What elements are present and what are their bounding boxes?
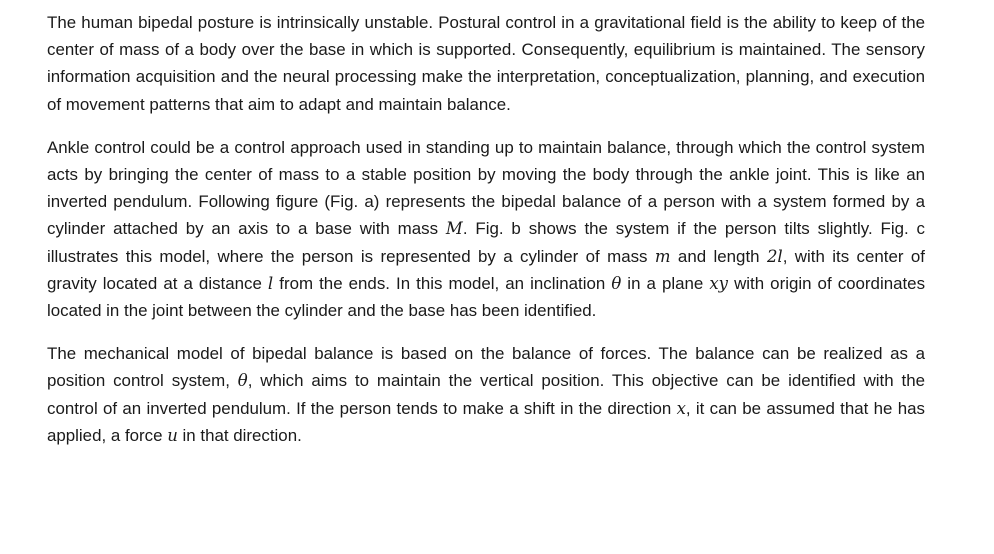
paragraph-text: Ankle control could be a control approach used in standing up to maintain balance, through which the control system acts by bringing the center of mass to a stable position by moving the body through the ankle joint. This is like an inverted pendulum. Following figure (Fig. a) represents the bipedal balance of a person with a system formed by a cylinder attached by an axis to a base with mass — [47, 137, 925, 239]
paragraph-text: and length — [670, 246, 767, 266]
math-symbol-M: M — [445, 219, 463, 239]
paragraph-mechanical-model — [47, 340, 925, 449]
math-symbol-m: m — [654, 246, 671, 266]
math-symbol-xy: xy — [709, 273, 729, 293]
paragraph-text: with origin of coordinates located in the joint between the cylinder and the base has been identified. — [47, 273, 926, 321]
paragraph-text: in a plane — [621, 273, 710, 293]
paragraph-text: The mechanical model of bipedal balance is based on the balance of forces. The balance can be realized as a position control system, — [47, 344, 925, 391]
paragraph-text: , which aims to maintain the vertical position. This objective can be identified with the control of an inverted pendulum. If the person tends to make a shift in the direction — [47, 371, 925, 418]
document-body — [47, 9, 925, 465]
paragraph-text: , it can be assumed that he has applied, a force — [47, 398, 925, 445]
paragraph-text: in that direction. — [177, 425, 302, 445]
paragraph-text: , with its center of gravity located at a distance — [47, 246, 925, 293]
math-symbol-theta: θ — [611, 273, 622, 293]
paragraph-ankle-control — [47, 134, 925, 324]
math-symbol-u: u — [167, 425, 178, 445]
math-symbol-l: l — [267, 273, 274, 293]
paragraph-postural-control — [47, 9, 925, 118]
paragraph-text: The human bipedal posture is intrinsically unstable. Postural control in a gravitational field is the ability to keep of the center of mass of a body over the base in which is supported. Consequently, equilibrium is maintained. The sensory information acquisition and the neural processing make the interpretation, conceptualization, planning, and execution of movement patterns that aim to adapt and maintain balance. — [47, 13, 925, 114]
math-symbol-x: x — [676, 398, 686, 418]
math-symbol-theta: θ — [237, 371, 248, 391]
paragraph-text: from the ends. In this model, an inclination — [273, 273, 612, 293]
math-symbol-2l: 2l — [766, 246, 783, 266]
paragraph-text: . Fig. b shows the system if the person tilts slightly. Fig. c illustrates this model, where the person is represented by a cylinder of mass — [47, 219, 925, 266]
